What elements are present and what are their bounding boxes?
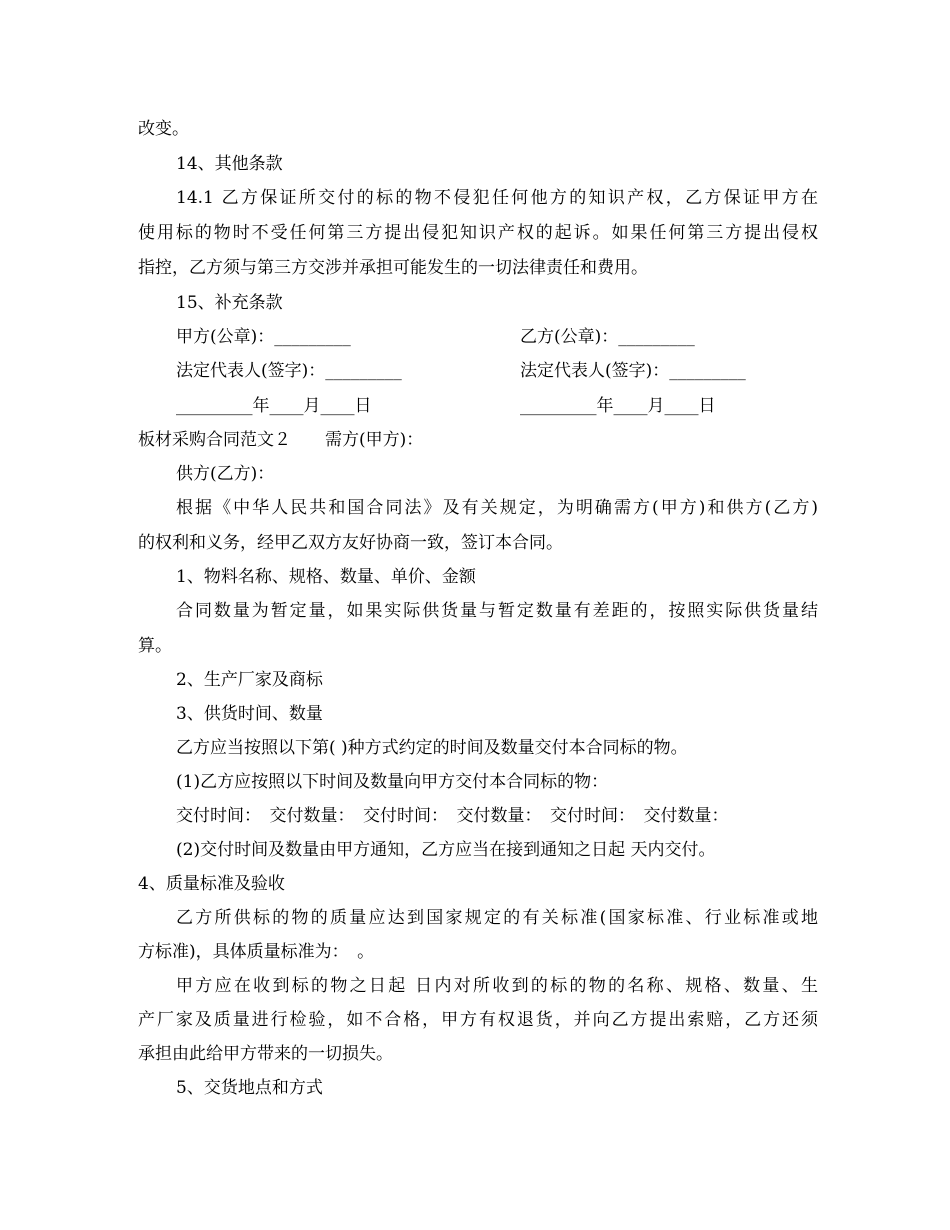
signature-rep-b: 法定代表人(签字)：_________ [520, 361, 746, 381]
text-line: (1)乙方应按照以下时间及数量向甲方交付本合同标的物： [176, 772, 609, 792]
signature-party-b: 乙方(公章)：_________ [520, 327, 695, 347]
text-line: 的权利和义务，经甲乙双方友好协商一致，签订本合同。 [138, 533, 563, 553]
section-heading: 3、供货时间、数量 [176, 704, 323, 724]
text-line: 承担由此给甲方带来的一切损失。 [138, 1044, 393, 1064]
text-line: 指控，乙方须与第三方交涉并承担可能发生的一切法律责任和费用。 [138, 258, 648, 278]
signature-rep-a: 法定代表人(签字)：_________ [176, 361, 402, 381]
text-line: 乙方应当按照以下第( )种方式约定的时间及数量交付本合同标的物。 [176, 738, 688, 758]
text-line: 改变。 [138, 119, 189, 139]
text-line: 供方(乙方)： [176, 464, 275, 484]
section-heading: 5、交货地点和方式 [176, 1078, 323, 1098]
text-line: 交付时间： 交付数量： 交付时间： 交付数量： 交付时间： 交付数量： [176, 806, 729, 826]
text-line: 14.1 乙方保证所交付的标的物不侵犯任何他方的知识产权，乙方保证甲方在 [176, 188, 818, 208]
text-line: 使用标的物时不受任何第三方提出侵犯知识产权的起诉。如果任何第三方提出侵权 [138, 223, 818, 243]
text-line: 乙方所供标的物的质量应达到国家规定的有关标准(国家标准、行业标准或地 [176, 908, 818, 928]
text-line: 甲方应在收到标的物之日起 日内对所收到的标的物的名称、规格、数量、生 [176, 976, 818, 996]
text-line: 根据《中华人民共和国合同法》及有关规定，为明确需方(甲方)和供方(乙方) [176, 498, 818, 518]
text-line: 方标准)，具体质量标准为： 。 [138, 942, 375, 962]
text-line: 合同数量为暂定量，如果实际供货量与暂定数量有差距的，按照实际供货量结 [176, 601, 818, 621]
text-line: 产厂家及质量进行检验，如不合格，甲方有权退货，并向乙方提出索赔，乙方还须 [138, 1010, 818, 1030]
section-heading: 2、生产厂家及商标 [176, 670, 323, 690]
document-title: 板材采购合同范文２ 需方(甲方)： [138, 430, 424, 450]
text-line: (2)交付时间及数量由甲方通知，乙方应当在接到通知之日起 天内交付。 [176, 840, 716, 860]
section-heading: 14、其他条款 [176, 154, 283, 174]
section-heading: 1、物料名称、规格、数量、单价、金额 [176, 567, 476, 587]
text-line: 算。 [138, 636, 172, 656]
signature-date-a: _________年____月____日 [176, 396, 372, 416]
signature-date-b: _________年____月____日 [520, 396, 716, 416]
section-heading: 4、质量标准及验收 [138, 874, 285, 894]
signature-party-a: 甲方(公章)：_________ [176, 327, 351, 347]
section-heading: 15、补充条款 [176, 293, 283, 313]
